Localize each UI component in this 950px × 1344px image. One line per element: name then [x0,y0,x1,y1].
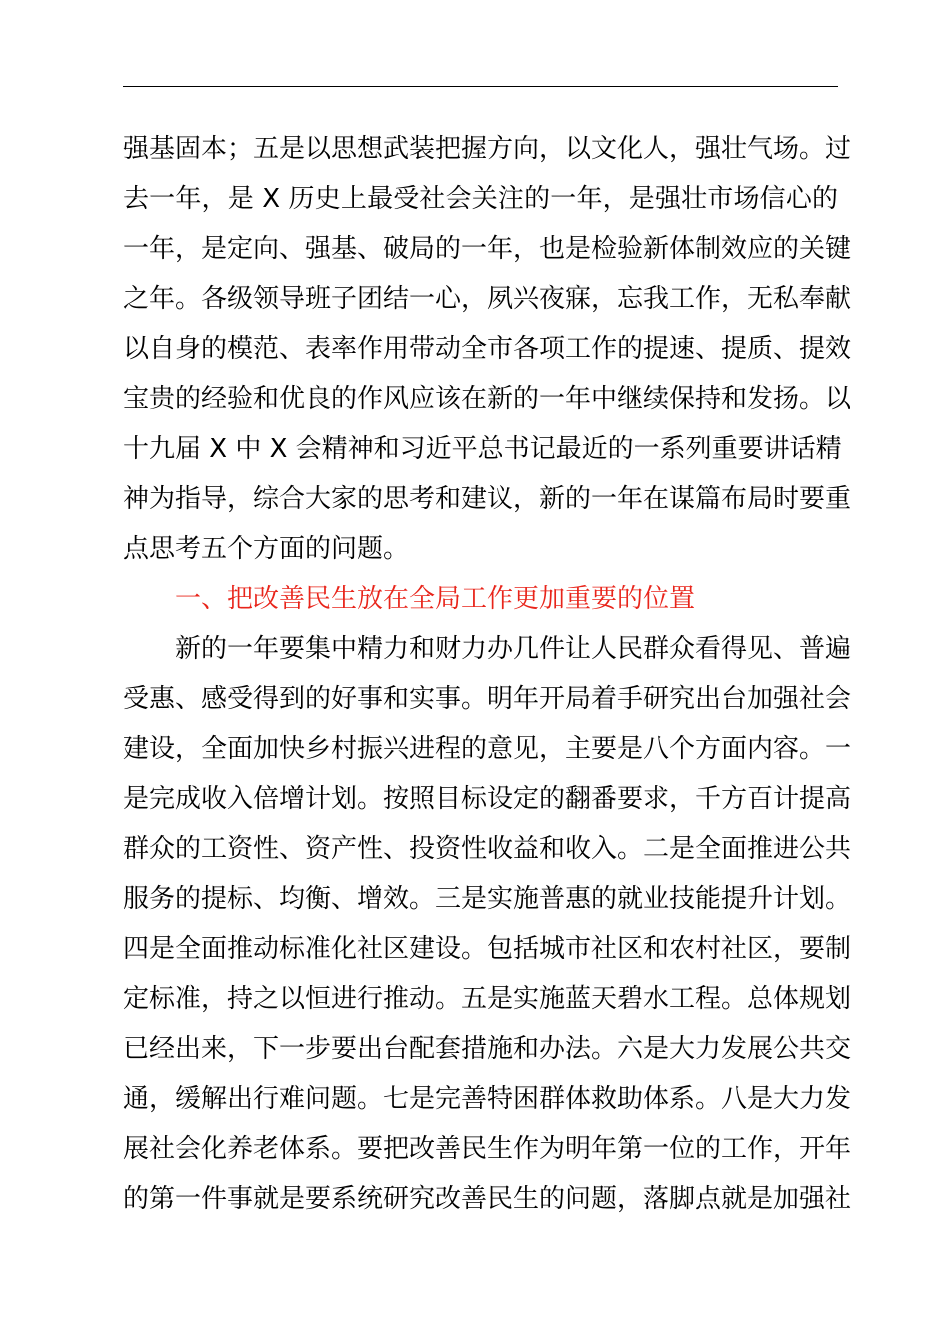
section-heading: 一、把改善民生放在全局工作更加重要的位置 [175,584,696,614]
text-line: 以自身的模范、表率作用带动全市各项工作的提速、提质、提效 [123,334,852,364]
text-line: 神为指导，综合大家的思考和建议，新的一年在谋篇布局时要重 [123,484,852,514]
text-line: 强基固本；五是以思想武装把握方向，以文化人，强壮气场。过 [123,134,852,164]
text-line: 服务的提标、均衡、增效。三是实施普惠的就业技能提升计划。 [123,884,852,914]
text-line: 宝贵的经验和优良的作风应该在新的一年中继续保持和发扬。以 [123,384,852,414]
paragraph-intro-continued [123,124,852,574]
text-line: 一年，是定向、强基、破局的一年，也是检验新体制效应的关键 [123,234,852,264]
text-line: 去一年，是 X 历史上最受社会关注的一年，是强壮市场信心的 [123,184,838,214]
text-line: 点思考五个方面的问题。 [123,534,410,564]
text-line: 是完成收入倍增计划。按照目标设定的翻番要求，千方百计提高 [123,784,852,814]
text-line: 四是全面推动标准化社区建设。包括城市社区和农村社区，要制 [123,934,852,964]
text-line: 通，缓解出行难问题。七是完善特困群体救助体系。八是大力发 [123,1084,852,1114]
text-line: 已经出来，下一步要出台配套措施和办法。六是大力发展公共交 [123,1034,852,1064]
text-line: 定标准，持之以恒进行推动。五是实施蓝天碧水工程。总体规划 [123,984,852,1014]
header-rule [123,86,838,87]
text-line: 群众的工资性、资产性、投资性收益和收入。二是全面推进公共 [123,834,852,864]
text-line: 展社会化养老体系。要把改善民生作为明年第一位的工作，开年 [123,1134,852,1164]
text-line: 十九届 X 中 X 会精神和习近平总书记最近的一系列重要讲话精 [123,434,842,464]
text-line: 之年。各级领导班子团结一心，夙兴夜寐，忘我工作，无私奉献 [123,284,852,314]
document-body [123,124,852,1224]
text-line: 建设，全面加快乡村振兴进程的意见，主要是八个方面内容。一 [123,734,852,764]
text-line: 受惠、感受得到的好事和实事。明年开局着手研究出台加强社会 [123,684,852,714]
text-line: 的第一件事就是要系统研究改善民生的问题，落脚点就是加强社 [123,1184,852,1214]
paragraph-livelihood [123,624,852,1224]
text-line: 新的一年要集中精力和财力办几件让人民群众看得见、普遍 [175,634,852,664]
